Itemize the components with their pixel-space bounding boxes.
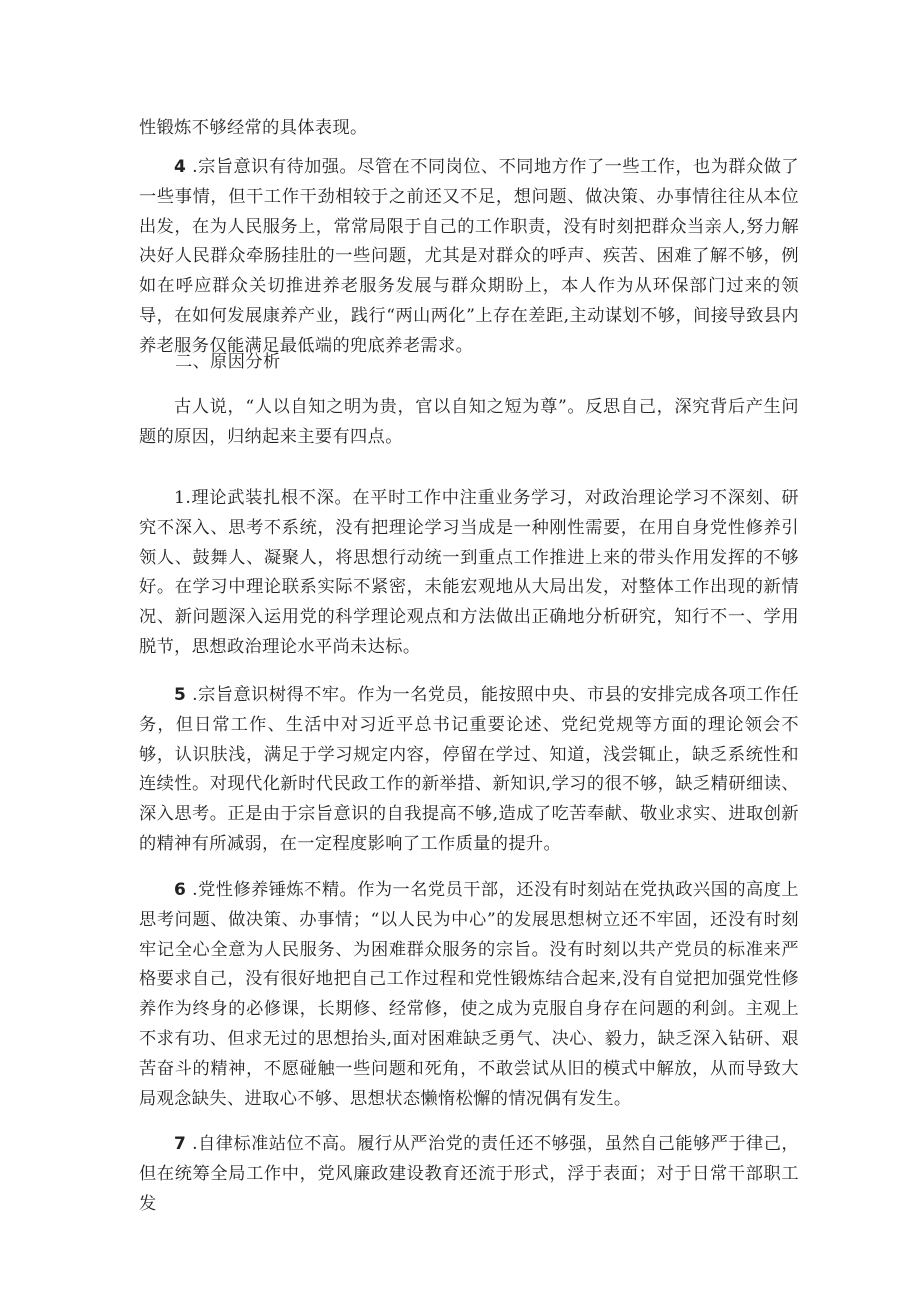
item-number: 4: [174, 157, 187, 177]
item-number: 7: [174, 1134, 187, 1154]
paragraph-item-4: [139, 153, 799, 362]
paragraph-text: .宗旨意识有待加强。尽管在不同岗位、不同地方作了一些工作，也为群众做了一些事情，但干工作干劲相较于之前还又不足，想问题、做决策、办事情往往从本位出发，在为人民服务上，常常局限于自己的工作职责，没有时刻把群众当亲人,努力解决好人民群众牵肠挂肚的一些问题，尤其是对群众的呼声、疾苦、困难了解不够，例如在呼应群众关切推进养老服务发展与群众期盼上，本人作为从环保部门过来的领导，在如何发展康养产业，践行“两山两化”上存在差距,主动谋划不够，间接导致县内养老服务仅能满足最低端的兜底养老需求。: [139, 157, 799, 356]
paragraph-continuation: 性锻炼不够经常的具体表现。: [139, 118, 368, 138]
paragraph-item-6: [139, 876, 799, 1114]
paragraph-item-7: [139, 1130, 799, 1219]
paragraph-text: .宗旨意识树得不牢。作为一名党员，能按照中央、市县的安排完成各项工作任务，但日常工作、生活中对习近平总书记重要论述、党纪党规等方面的理论领会不够，认识肤浅，满足于学习规定内容，停留在学过、知道，浅尝辄止，缺乏系统性和连续性。对现代化新时代民政工作的新举措、新知识,学习的很不够，缺乏精研细读、深入思考。正是由于宗旨意识的自我提高不够,造成了吃苦奉献、敬业求实、进取创新的精神有所减弱，在一定程度影响了工作质量的提升。: [139, 685, 799, 854]
item-number: 6: [174, 880, 187, 900]
paragraph-intro: 古人说，“人以自知之明为贵，官以自知之短为尊”。反思自己，深究背后产生问题的原因，归纳起来主要有四点。: [139, 397, 799, 447]
section-heading: 二、原因分析: [175, 352, 281, 372]
item-number: 5: [174, 685, 187, 705]
paragraph-item-5: [139, 681, 799, 860]
paragraph-text: .自律标准站位不高。履行从严治党的责任还不够强，虽然自己能够严于律己，但在统筹全局工作中，党风廉政建设教育还流于形式，浮于表面；对于日常干部职工发: [139, 1134, 799, 1214]
paragraph-text: .党性修养锤炼不精。作为一名党员干部，还没有时刻站在党执政兴国的高度上思考问题、做决策、办事情；“以人民为中心”的发展思想树立还不牢固，还没有时刻牢记全心全意为人民服务、为困难群众服务的宗旨。没有时刻以共产党员的标准来严格要求自己，没有很好地把自己工作过程和党性锻炼结合起来,没有自觉把加强党性修养作为终身的必修课，长期修、经常修，使之成为克服自身存在问题的利剑。主观上不求有功、但求无过的思想抬头,面对困难缺乏勇气、决心、毅力，缺乏深入钻研、艰苦奋斗的精神，不愿碰触一些问题和死角，不敢尝试从旧的模式中解放，从而导致大局观念缺失、进取心不够、思想状态懒惰松懈的情况偶有发生。: [139, 880, 799, 1109]
paragraph-item-1: 1.理论武装扎根不深。在平时工作中注重业务学习，对政治理论学习不深刻、研究不深入、思考不系统，没有把理论学习当成是一种刚性需要，在用自身党性修养引领人、鼓舞人、凝聚人，将思想行动统一到重点工作推进上来的带头作用发挥的不够好。在学习中理论联系实际不紧密，未能宏观地从大局出发，对整体工作出现的新情况、新问题深入运用党的科学理论观点和方法做出正确地分析研究，知行不一、学用脱节，思想政治理论水平尚未达标。: [139, 488, 799, 657]
